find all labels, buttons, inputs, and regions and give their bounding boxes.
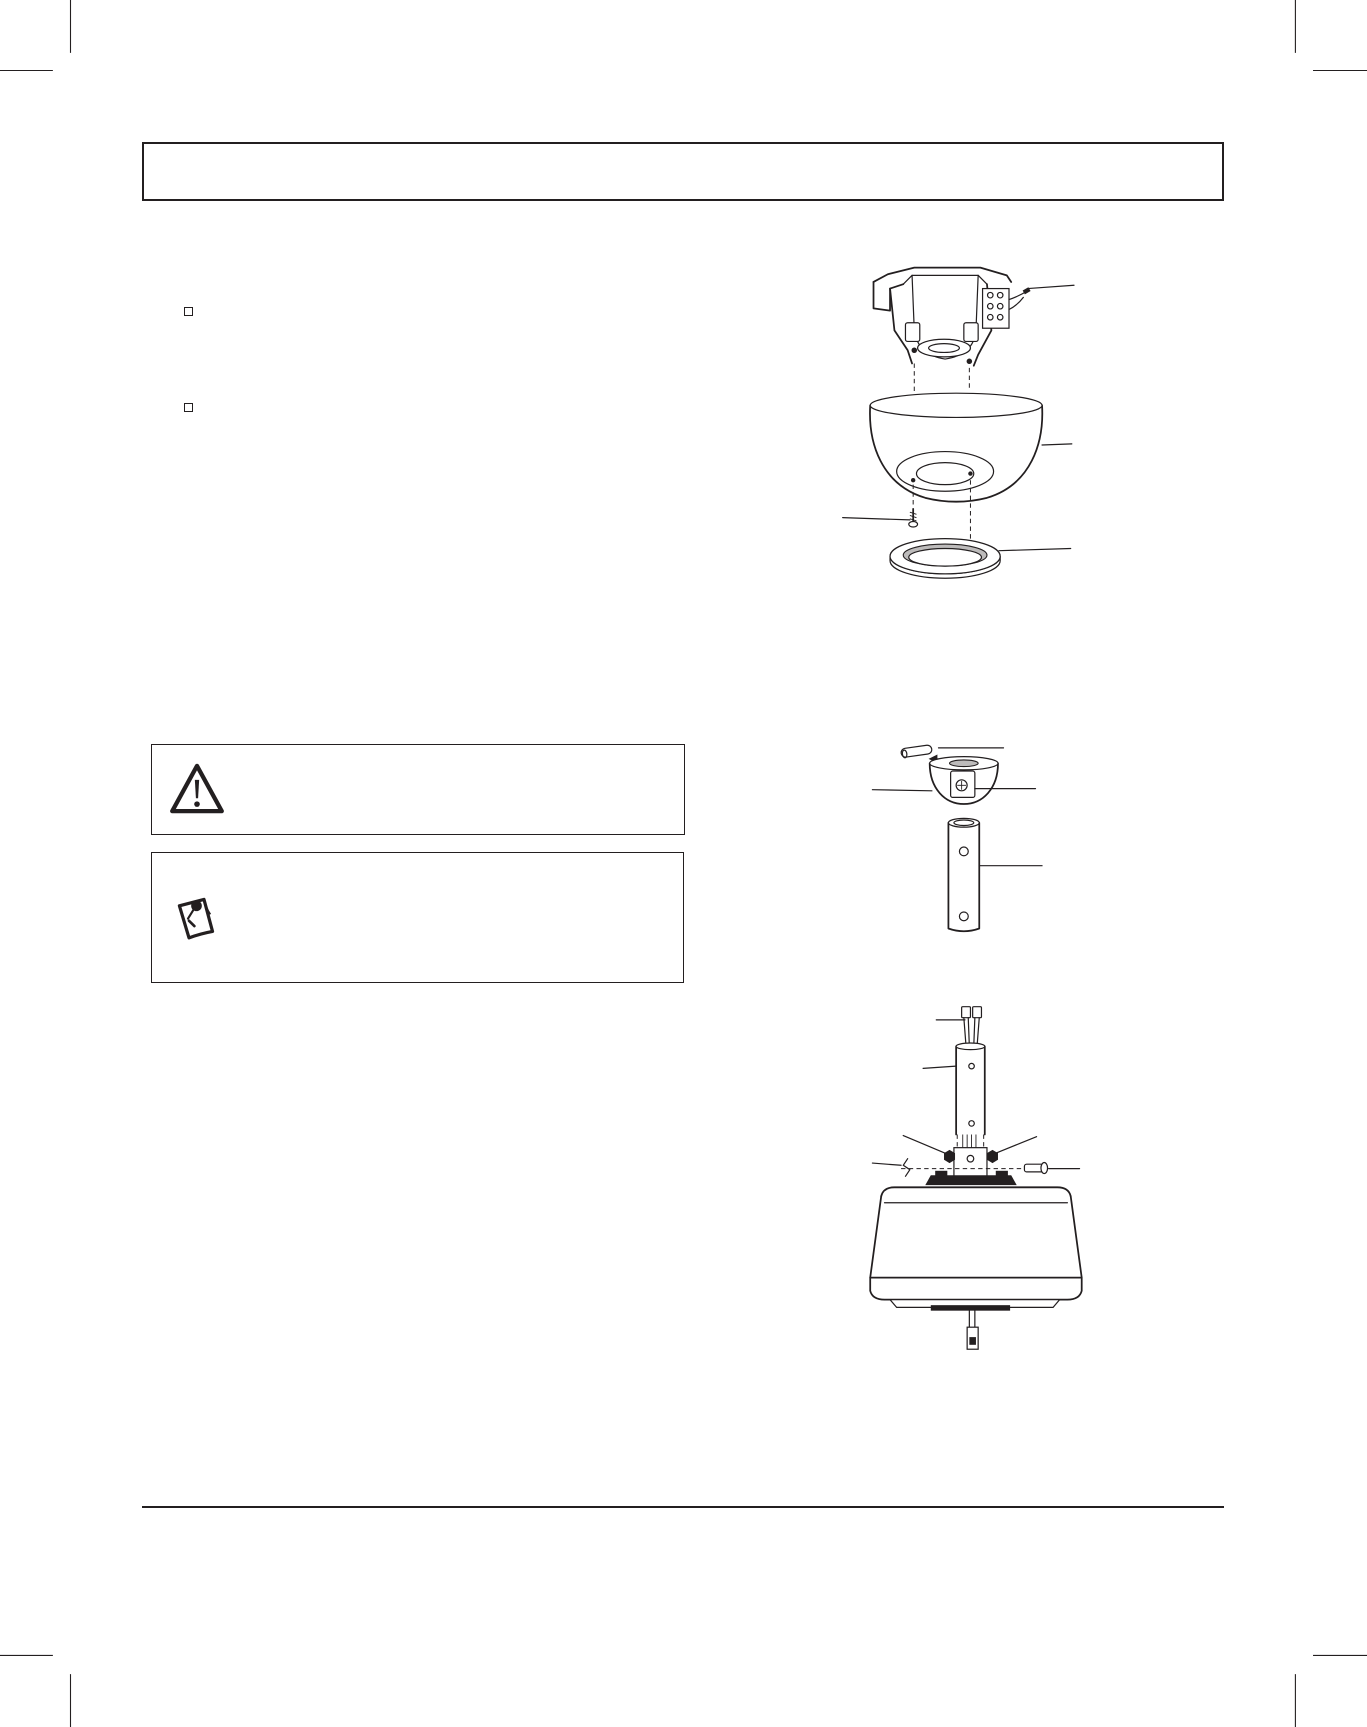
cross-pin: [901, 745, 933, 758]
leader-line: [923, 1066, 956, 1068]
motor-housing: [870, 1171, 1081, 1349]
leader-line: [996, 1137, 1037, 1154]
leader-line: [903, 1136, 945, 1154]
leader-line: [1042, 444, 1072, 445]
leader-line: [872, 790, 931, 791]
leader-line: [872, 1163, 901, 1165]
motor-coupling: [944, 1148, 998, 1179]
downrod-installed: [956, 1043, 985, 1148]
clevis-pin: [1024, 1163, 1047, 1174]
warning-triangle-icon: [169, 761, 225, 816]
canopy: [870, 393, 1042, 501]
leader-line: [999, 548, 1071, 550]
hanger-ball-downrod-diagram: [872, 745, 1042, 932]
canopy-cover-ring: [890, 539, 1000, 579]
hanger-ball: [930, 757, 998, 804]
note-pad-icon: [175, 893, 218, 940]
cotter-pin: [903, 1159, 910, 1177]
canopy-screw: [909, 509, 918, 527]
note-callout: [151, 852, 684, 983]
motor-housing-downrod-diagram: [870, 1007, 1081, 1350]
wire-connectors: [962, 1007, 982, 1047]
downrod: [948, 818, 979, 931]
canopy-assembly-diagram: [843, 268, 1074, 579]
leader-line: [1028, 285, 1074, 288]
checkbox-icon: [184, 403, 193, 412]
footer-rule: [142, 1506, 1224, 1508]
checkbox-icon: [184, 307, 193, 316]
section-header-box: [142, 142, 1224, 201]
warning-callout: [151, 744, 685, 835]
mounting-bracket: [874, 268, 1031, 366]
leader-line: [843, 518, 910, 520]
